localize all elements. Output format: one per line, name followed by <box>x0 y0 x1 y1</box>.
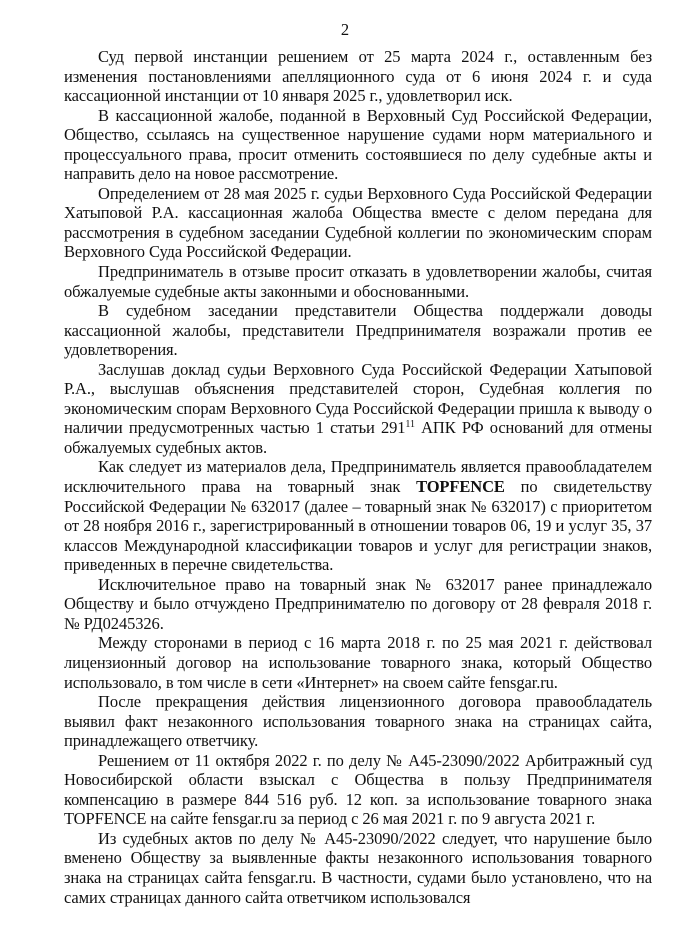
paragraph-case-findings: Из судебных актов по делу № А45-23090/2022 следует, что нарушение было вменено Обществу за выявленные факты незаконного использования товарного знака на страницах сайта fensgar.ru. В частности, судами было установлено, что на самих страницах данного сайта ответчиком использовался <box>64 828 652 907</box>
paragraph-cassation-complaint: В кассационной жалобе, поданной в Верховный Суд Российской Федерации, Общество, ссылаясь на существенное нарушение судами норм материального и процессуального права, просит отменить состоявшиеся по делу судебные акты и направить дело на новое рассмотрение. <box>64 105 652 184</box>
paragraph-first-instance-decision: Суд первой инстанции решением от 25 марта 2024 г., оставленным без изменения постановлениями апелляционного суда от 6 июня 2024 г. и суда кассационной инстанции от 10 января 2025 г., удовлетворил иск. <box>64 47 652 106</box>
trademark-text-after: по свидетельству Российской Федерации № 632017 (далее – товарный знак № 632017) с приоритетом от 28 ноября 2016 г., зарегистрированный в отношении товаров 06, 19 и услуг 35, 37 классов Международной классификации товаров и услуг для регистрации знаков, приведенных в перечне свидетельства. <box>64 477 652 575</box>
paragraph-court-session: В судебном заседании представители Общества поддержали доводы кассационной жалобы, представители Предпринимателя возражали против ее удовлетворения. <box>64 301 652 360</box>
conclusion-text-before: Заслушав доклад судьи Верховного Суда Российской Федерации Хатыповой Р.А., выслушав объяснения представителей сторон, Судебная коллегия по экономическим спорам Верховного Суда Российской Федерации пришла к выводу о наличии предусмотренных частью 1 статьи 291 <box>64 359 652 438</box>
paragraph-prior-decision: Решением от 11 октября 2022 г. по делу № А45-23090/2022 Арбитражный суд Новосибирской области взыскал с Общества в пользу Предпринимателя компенсацию в размере 844 516 руб. 12 коп. за использование товарного знака TOPFENCE на сайте fensgar.ru за период с 26 мая 2021 г. по 9 августа 2021 г. <box>64 750 652 829</box>
page-number: 2 <box>340 20 350 39</box>
article-superscript: 11 <box>405 419 415 431</box>
document-body <box>64 47 652 907</box>
trademark-name: TOPFENCE <box>416 477 505 497</box>
paragraph-entrepreneur-response: Предприниматель в отзыве просит отказать в удовлетворении жалобы, считая обжалуемые судебные акты законными и обоснованными. <box>64 262 652 301</box>
paragraph-license-agreement: Между сторонами в период с 16 марта 2018 г. по 25 мая 2021 г. действовал лицензионный договор на использование товарного знака, который Общество использовало, в том числе в сети «Интернет» на своем сайте fensgar.ru. <box>64 633 652 692</box>
trademark-text-before: Как следует из материалов дела, Предприниматель является правообладателем исключительного права на товарный знак <box>64 457 652 497</box>
paragraph-trademark-owner <box>64 457 652 574</box>
paragraph-unlawful-use: После прекращения действия лицензионного договора правообладатель выявил факт незаконного использования товарного знака на страницах сайта, принадлежащего ответчику. <box>64 692 652 751</box>
conclusion-text-after: АПК РФ оснований для отмены обжалуемых судебных актов. <box>64 418 652 457</box>
paragraph-transfer-ruling: Определением от 28 мая 2025 г. судьи Верховного Суда Российской Федерации Хатыповой Р.А. кассационная жалоба Общества вместе с делом передана для рассмотрения в судебном заседании Судебной коллегии по экономическим спорам Верховного Суда Российской Федерации. <box>64 183 652 262</box>
paragraph-collegium-conclusion <box>64 360 652 458</box>
paragraph-rights-transfer: Исключительное право на товарный знак № 632017 ранее принадлежало Обществу и было отчуждено Предпринимателю по договору от 28 февраля 2018 г. № РД0245326. <box>64 574 652 633</box>
